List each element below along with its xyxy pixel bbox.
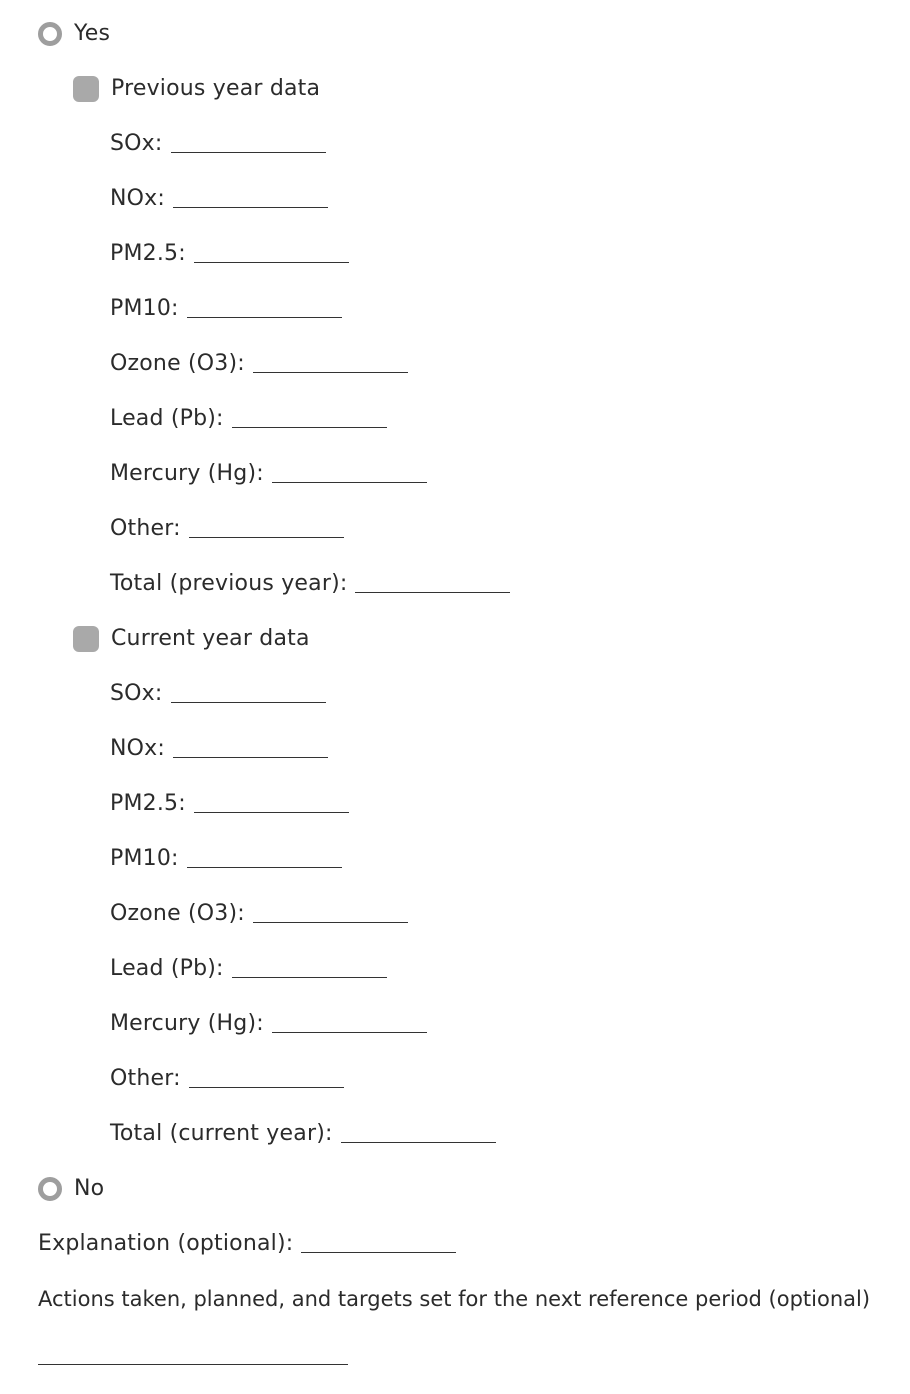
yes-option[interactable] (38, 6, 110, 61)
curr-nox-input[interactable] (173, 739, 328, 758)
curr-ozone-input[interactable] (253, 904, 408, 923)
prev-total-input[interactable] (355, 574, 510, 593)
curr-other-label: Other: (110, 1066, 181, 1091)
prev-pm25-label: PM2.5: (110, 241, 186, 266)
curr-pm10-field (110, 831, 342, 886)
curr-lead-field (110, 941, 387, 996)
curr-other-input[interactable] (189, 1069, 344, 1088)
curr-mercury-input[interactable] (272, 1014, 427, 1033)
prev-lead-label: Lead (Pb): (110, 406, 224, 431)
no-option[interactable] (38, 1161, 104, 1216)
current-year-checkbox[interactable] (73, 626, 99, 652)
curr-pm25-label: PM2.5: (110, 791, 186, 816)
curr-total-label: Total (current year): (110, 1121, 333, 1146)
curr-total-input[interactable] (341, 1124, 496, 1143)
prev-pm10-label: PM10: (110, 296, 179, 321)
prev-other-input[interactable] (189, 519, 344, 538)
previous-year-label: Previous year data (111, 76, 321, 101)
prev-nox-field (110, 171, 328, 226)
prev-lead-input[interactable] (232, 409, 387, 428)
curr-lead-label: Lead (Pb): (110, 956, 224, 981)
previous-year-checkbox[interactable] (73, 76, 99, 102)
prev-nox-label: NOx: (110, 186, 166, 211)
prev-ozone-input[interactable] (253, 354, 408, 373)
curr-pm25-field (110, 776, 349, 831)
yes-radio[interactable] (38, 22, 62, 46)
no-label: No (74, 1176, 105, 1201)
curr-nox-label: NOx: (110, 736, 166, 761)
prev-ozone-field (110, 336, 408, 391)
curr-pm10-label: PM10: (110, 846, 179, 871)
explanation-label: Explanation (optional): (38, 1231, 294, 1256)
prev-other-label: Other: (110, 516, 181, 541)
explanation-field (38, 1216, 456, 1271)
prev-pm10-input[interactable] (187, 299, 342, 318)
curr-lead-input[interactable] (232, 959, 387, 978)
prev-nox-input[interactable] (173, 189, 328, 208)
actions-label: Actions taken, planned, and targets set for the next reference period (optional) (38, 1286, 871, 1311)
prev-lead-field (110, 391, 387, 446)
curr-mercury-label: Mercury (Hg): (110, 1011, 264, 1036)
curr-pm10-input[interactable] (187, 849, 342, 868)
explanation-input[interactable] (301, 1234, 456, 1253)
curr-mercury-field (110, 996, 427, 1051)
prev-pm25-field (110, 226, 349, 281)
curr-other-field (110, 1051, 344, 1106)
curr-sox-input[interactable] (171, 684, 326, 703)
curr-sox-label: SOx: (110, 681, 163, 706)
current-year-option[interactable] (73, 611, 310, 666)
prev-total-label: Total (previous year): (110, 571, 348, 596)
curr-ozone-field (110, 886, 408, 941)
curr-pm25-input[interactable] (194, 794, 349, 813)
prev-mercury-label: Mercury (Hg): (110, 461, 264, 486)
prev-total-field (110, 556, 510, 611)
prev-other-field (110, 501, 344, 556)
prev-sox-field (110, 116, 326, 171)
actions-input[interactable] (38, 1364, 348, 1365)
yes-label: Yes (74, 21, 111, 46)
previous-year-option[interactable] (73, 61, 320, 116)
current-year-label: Current year data (111, 626, 310, 651)
prev-sox-label: SOx: (110, 131, 163, 156)
prev-pm10-field (110, 281, 342, 336)
actions-field (38, 1271, 870, 1326)
prev-sox-input[interactable] (171, 134, 326, 153)
curr-nox-field (110, 721, 328, 776)
curr-ozone-label: Ozone (O3): (110, 901, 245, 926)
prev-mercury-field (110, 446, 427, 501)
prev-pm25-input[interactable] (194, 244, 349, 263)
curr-sox-field (110, 666, 326, 721)
curr-total-field (110, 1106, 496, 1161)
prev-ozone-label: Ozone (O3): (110, 351, 245, 376)
prev-mercury-input[interactable] (272, 464, 427, 483)
no-radio[interactable] (38, 1177, 62, 1201)
